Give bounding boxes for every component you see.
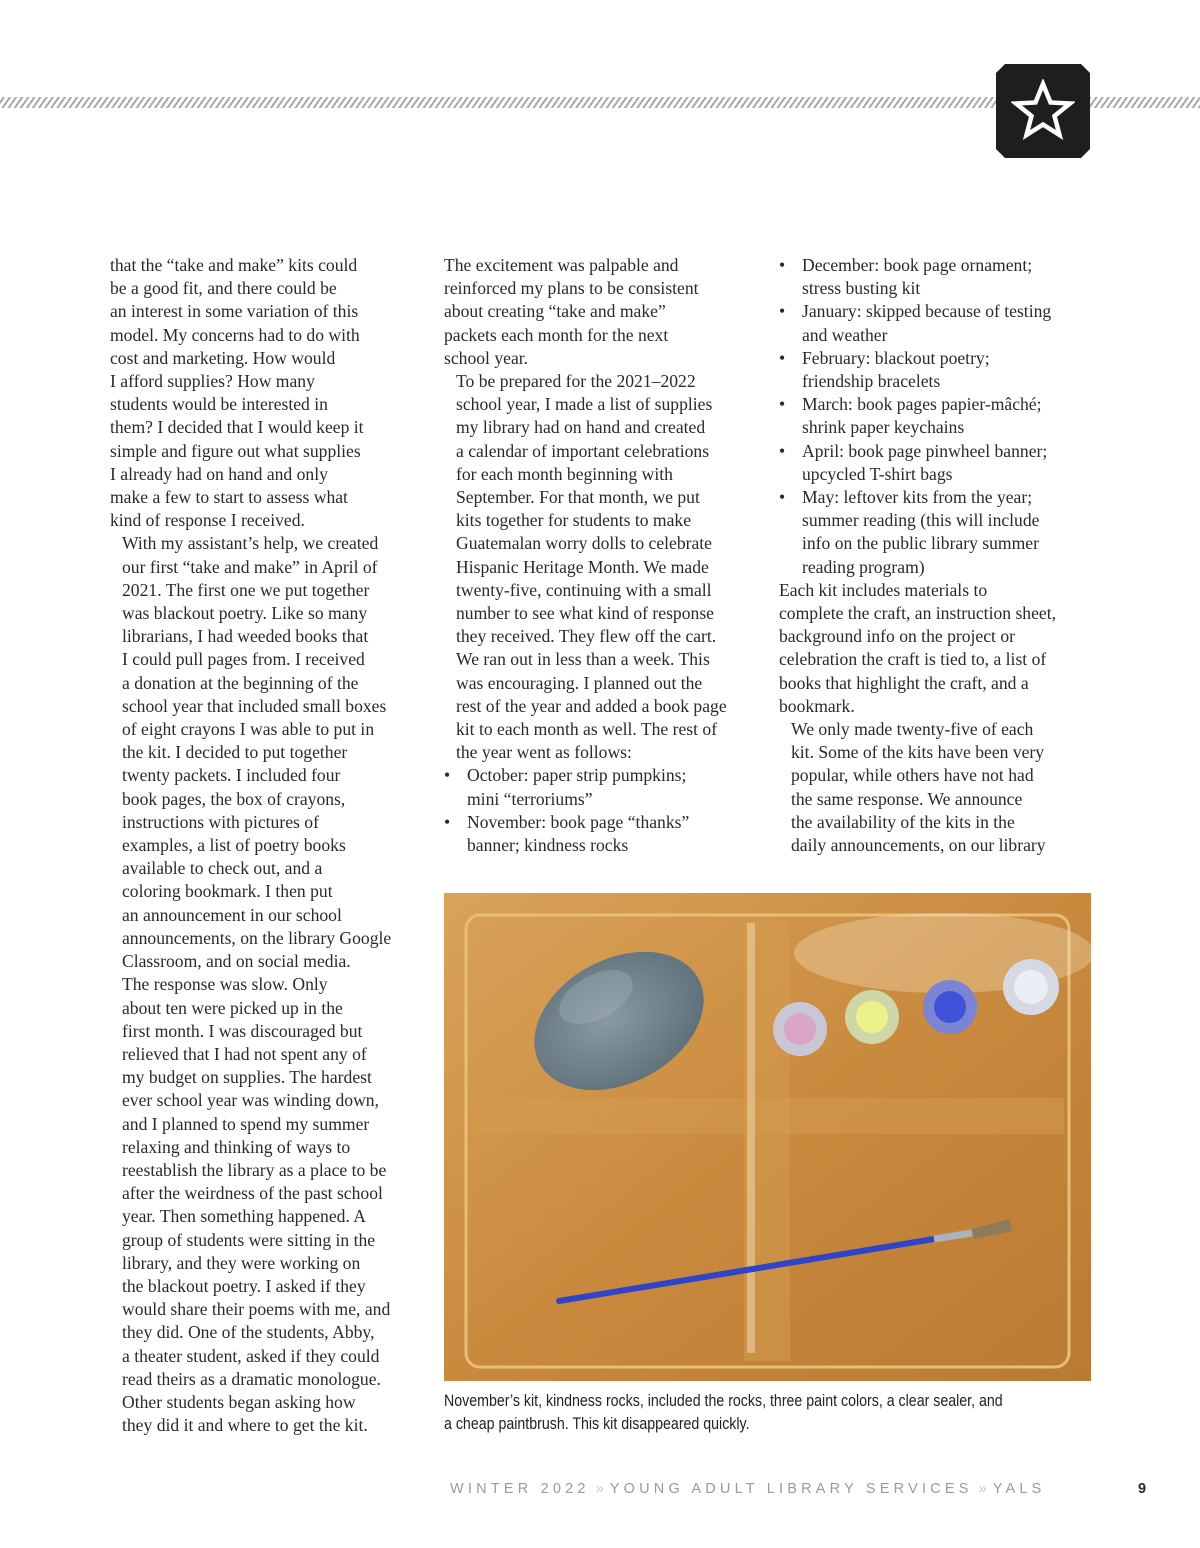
col3-paragraphs <box>779 579 1094 857</box>
footer-abbrev: YALS <box>992 1481 1046 1497</box>
text-line: year. Then something happened. A <box>122 1206 366 1227</box>
text-line: about creating “take and make” <box>444 301 666 322</box>
footer-separator: » <box>595 1481 604 1497</box>
text-line: available to check out, and a <box>122 858 323 879</box>
text-line: my library had on hand and created <box>456 417 706 438</box>
list-item-line: friendship bracelets <box>802 371 941 392</box>
text-line: September. For that month, we put <box>456 487 700 508</box>
text-line: popular, while others have not had <box>791 765 1034 786</box>
list-item <box>779 254 1094 300</box>
text-line: twenty-five, continuing with a small <box>456 579 712 600</box>
text-line: I afford supplies? How many <box>110 371 315 392</box>
text-line: first month. I was discouraged but <box>122 1020 363 1041</box>
text-line: kit. Some of the kits have been very <box>791 742 1045 763</box>
paragraph <box>110 973 425 1437</box>
col2-paragraphs <box>444 254 759 764</box>
list-item-line: and weather <box>802 324 888 345</box>
text-line: celebration the craft is tied to, a list of <box>779 649 1047 670</box>
article-column-1 <box>110 254 425 1437</box>
text-line: and I planned to spend my summer <box>122 1113 370 1134</box>
text-line: they did it and where to get the kit. <box>122 1415 368 1436</box>
text-line: reinforced my plans to be consistent <box>444 278 699 299</box>
text-line: about ten were picked up in the <box>122 997 343 1018</box>
text-line: school year, I made a list of supplies <box>456 394 713 415</box>
text-line: With my assistant’s help, we created <box>122 533 379 554</box>
text-line: was encouraging. I planned out the <box>456 672 703 693</box>
list-item-line: upcycled T-shirt bags <box>802 463 953 484</box>
footer-separator: » <box>978 1481 987 1497</box>
text-line: Each kit includes materials to <box>779 579 988 600</box>
text-line: was blackout poetry. Like so many <box>122 603 368 624</box>
text-line: complete the craft, an instruction sheet, <box>779 603 1056 624</box>
text-line: cost and marketing. How would <box>110 347 336 368</box>
text-line: a theater student, asked if they could <box>122 1345 380 1366</box>
list-item-line: • January: skipped because of testing <box>802 301 1052 322</box>
text-line: relaxing and thinking of ways to <box>122 1136 351 1157</box>
list-item <box>779 347 1094 393</box>
list-item <box>444 764 759 810</box>
list-item-line: • February: blackout poetry; <box>802 347 990 368</box>
text-line: that the “take and make” kits could <box>110 255 358 275</box>
text-line: of eight crayons I was able to put in <box>122 719 375 740</box>
text-line: the year went as follows: <box>456 742 632 763</box>
text-line: read theirs as a dramatic monologue. <box>122 1368 381 1389</box>
text-line: the blackout poetry. I asked if they <box>122 1275 366 1296</box>
col3-bullet-list <box>779 254 1094 579</box>
paragraph <box>110 254 425 532</box>
list-item-line: • November: book page “thanks” <box>467 811 690 832</box>
text-line: Hispanic Heritage Month. We made <box>456 556 709 577</box>
text-line: my budget on supplies. The hardest <box>122 1067 372 1088</box>
text-line: Other students began asking how <box>122 1391 356 1412</box>
text-line: relieved that I had not spent any of <box>122 1043 367 1064</box>
list-item-line: shrink paper keychains <box>802 417 965 438</box>
text-line: our first “take and make” in April of <box>122 556 378 577</box>
paragraph <box>444 254 759 370</box>
text-line: would share their poems with me, and <box>122 1299 391 1320</box>
text-line: library, and they were working on <box>122 1252 361 1273</box>
list-item-line: stress busting kit <box>802 278 921 299</box>
text-line: number to see what kind of response <box>456 603 714 624</box>
text-line: To be prepared for the 2021–2022 <box>456 371 696 392</box>
paragraph <box>779 579 1094 718</box>
list-item-line: • May: leftover kits from the year; <box>802 487 1033 508</box>
text-line: ever school year was winding down, <box>122 1090 379 1111</box>
text-line: Classroom, and on social media. <box>122 951 351 972</box>
text-line: The response was slow. Only <box>122 974 328 995</box>
text-line: the kit. I decided to put together <box>122 742 348 763</box>
text-line: I could pull pages from. I received <box>122 649 365 670</box>
footer-publication: YOUNG ADULT LIBRARY SERVICES <box>609 1481 973 1497</box>
article-column-3 <box>779 254 1094 857</box>
text-line: a calendar of important celebrations <box>456 440 710 461</box>
list-item-line: • October: paper strip pumpkins; <box>467 765 687 786</box>
list-item <box>779 393 1094 439</box>
list-item <box>779 486 1094 579</box>
text-line: rest of the year and added a book page <box>456 695 727 716</box>
page-number: 9 <box>1138 1481 1147 1497</box>
text-line: book pages, the box of crayons, <box>122 788 346 809</box>
list-item-line: reading program) <box>802 556 925 577</box>
list-item-line: • March: book pages papier-mâché; <box>802 394 1042 415</box>
text-line: kit to each month as well. The rest of <box>456 719 718 740</box>
text-line: the same response. We announce <box>791 788 1023 809</box>
text-line: them? I decided that I would keep it <box>110 417 364 438</box>
footer-season: WINTER 2022 <box>450 1481 590 1497</box>
text-line: for each month beginning with <box>456 463 673 484</box>
text-line: make a few to start to assess what <box>110 487 348 508</box>
text-line: an interest in some variation of this <box>110 301 359 322</box>
text-line: the availability of the kits in the <box>791 811 1015 832</box>
text-line: We ran out in less than a week. This <box>456 649 710 670</box>
text-line: reestablish the library as a place to be <box>122 1159 387 1180</box>
text-line: a donation at the beginning of the <box>122 672 359 693</box>
text-line: kind of response I received. <box>110 510 305 531</box>
list-item-line: mini “terroriums” <box>467 788 593 809</box>
running-footer <box>450 1481 1090 1497</box>
text-line: librarians, I had weeded books that <box>122 626 369 647</box>
list-item-line: banner; kindness rocks <box>467 835 629 856</box>
list-item <box>779 440 1094 486</box>
text-line: model. My concerns had to do with <box>110 324 360 345</box>
article-column-2 <box>444 254 759 857</box>
text-line: background info on the project or <box>779 626 1015 647</box>
list-item <box>444 811 759 857</box>
text-line: kits together for students to make <box>456 510 692 531</box>
text-line: announcements, on the library Google <box>122 927 392 948</box>
text-line: I already had on hand and only <box>110 463 328 484</box>
text-line: instructions with pictures of <box>122 811 319 832</box>
paragraph <box>779 718 1094 857</box>
star-icon <box>1011 79 1075 143</box>
paragraph <box>110 532 425 973</box>
text-line: Guatemalan worry dolls to celebrate <box>456 533 712 554</box>
text-line: group of students were sitting in the <box>122 1229 376 1250</box>
kit-photo <box>444 893 1091 1381</box>
text-line: The excitement was palpable and <box>444 255 679 275</box>
paragraph <box>444 370 759 764</box>
list-item-line: info on the public library summer <box>802 533 1039 554</box>
text-line: they received. They flew off the cart. <box>456 626 717 647</box>
text-line: after the weirdness of the past school <box>122 1183 383 1204</box>
text-line: coloring bookmark. I then put <box>122 881 333 902</box>
list-item-line: • December: book page ornament; <box>802 255 1033 275</box>
col2-bullet-list <box>444 764 759 857</box>
star-badge <box>996 64 1090 158</box>
list-item-line: • April: book page pinwheel banner; <box>802 440 1048 461</box>
list-item-line: summer reading (this will include <box>802 510 1040 531</box>
text-line: books that highlight the craft, and a <box>779 672 1029 693</box>
text-line: school year that included small boxes <box>122 695 387 716</box>
text-line: We only made twenty-five of each <box>791 719 1034 740</box>
caption-line-1: November’s kit, kindness rocks, included the rocks, three paint colors, a clear sealer, and <box>444 1392 1003 1410</box>
caption-line-2: a cheap paintbrush. This kit disappeared quickly. <box>444 1415 750 1433</box>
text-line: daily announcements, on our library <box>791 835 1046 856</box>
list-item <box>779 300 1094 346</box>
text-line: packets each month for the next <box>444 324 669 345</box>
text-line: bookmark. <box>779 695 855 716</box>
text-line: twenty packets. I included four <box>122 765 341 786</box>
text-line: 2021. The first one we put together <box>122 579 370 600</box>
text-line: examples, a list of poetry books <box>122 835 346 856</box>
photo-caption <box>444 1390 1012 1436</box>
text-line: students would be interested in <box>110 394 328 415</box>
text-line: they did. One of the students, Abby, <box>122 1322 375 1343</box>
text-line: simple and figure out what supplies <box>110 440 361 461</box>
text-line: be a good fit, and there could be <box>110 278 337 299</box>
text-line: an announcement in our school <box>122 904 342 925</box>
text-line: school year. <box>444 347 529 368</box>
